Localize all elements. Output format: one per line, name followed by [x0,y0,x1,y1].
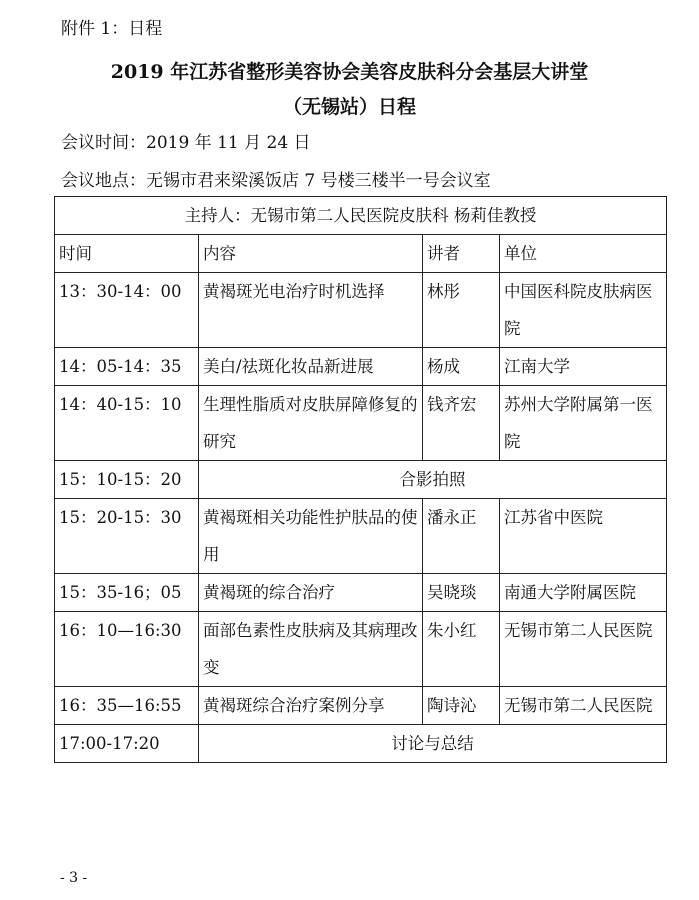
speaker-cell: 杨成 [423,348,500,386]
table-row [55,386,667,461]
content-cell: 黄褐斑相关功能性护肤品的使用 [199,499,423,574]
speaker-cell: 林彤 [423,273,500,348]
time-cell: 14：05-14：35 [55,348,199,386]
time-cell: 15：10-15：20 [55,461,199,499]
page-number: - 3 - [60,870,88,886]
unit-cell: 无锡市第二人民医院 [500,687,667,725]
table-row [55,461,667,499]
time-cell: 13：30-14：00 [55,273,199,348]
unit-cell: 江南大学 [500,348,667,386]
table-row [55,574,667,612]
document-subtitle: （无锡站）日程 [282,96,416,118]
time-cell: 16：35—16:55 [55,687,199,725]
schedule-table [54,196,667,763]
header-time: 时间 [55,235,199,273]
content-cell: 美白/祛斑化妆品新进展 [199,348,423,386]
merged-cell: 合影拍照 [199,461,667,499]
speaker-cell: 钱齐宏 [423,386,500,461]
header-speaker: 讲者 [423,235,500,273]
meeting-location: 会议地点：无锡市君来梁溪饭店 7 号楼三楼半一号会议室 [61,171,491,191]
content-cell: 黄褐斑光电治疗时机选择 [199,273,423,348]
content-cell: 黄褐斑的综合治疗 [199,574,423,612]
time-cell: 15：35-16；05 [55,574,199,612]
table-row [55,687,667,725]
document-title: 2019 年江苏省整形美容协会美容皮肤科分会基层大讲堂 [110,61,589,83]
speaker-cell: 吴晓琰 [423,574,500,612]
speaker-cell: 朱小红 [423,612,500,687]
speaker-cell: 陶诗沁 [423,687,500,725]
host-row [55,197,667,235]
speaker-cell: 潘永正 [423,499,500,574]
time-cell: 15：20-15：30 [55,499,199,574]
header-unit: 单位 [500,235,667,273]
unit-cell: 中国医科院皮肤病医院 [500,273,667,348]
unit-cell: 江苏省中医院 [500,499,667,574]
host-cell: 主持人：无锡市第二人民医院皮肤科 杨莉佳教授 [55,197,667,235]
table-row [55,725,667,763]
table-row [55,612,667,687]
table-row [55,348,667,386]
time-cell: 17:00-17:20 [55,725,199,763]
time-cell: 16：10—16:30 [55,612,199,687]
unit-cell: 苏州大学附属第一医院 [500,386,667,461]
meeting-time: 会议时间：2019 年 11 月 24 日 [61,133,311,153]
header-row [55,235,667,273]
attachment-label: 附件 1：日程 [61,19,163,39]
unit-cell: 南通大学附属医院 [500,574,667,612]
unit-cell: 无锡市第二人民医院 [500,612,667,687]
content-cell: 生理性脂质对皮肤屏障修复的研究 [199,386,423,461]
merged-cell: 讨论与总结 [199,725,667,763]
content-cell: 黄褐斑综合治疗案例分享 [199,687,423,725]
table-row [55,273,667,348]
header-content: 内容 [199,235,423,273]
content-cell: 面部色素性皮肤病及其病理改变 [199,612,423,687]
time-cell: 14：40-15：10 [55,386,199,461]
table-row [55,499,667,574]
